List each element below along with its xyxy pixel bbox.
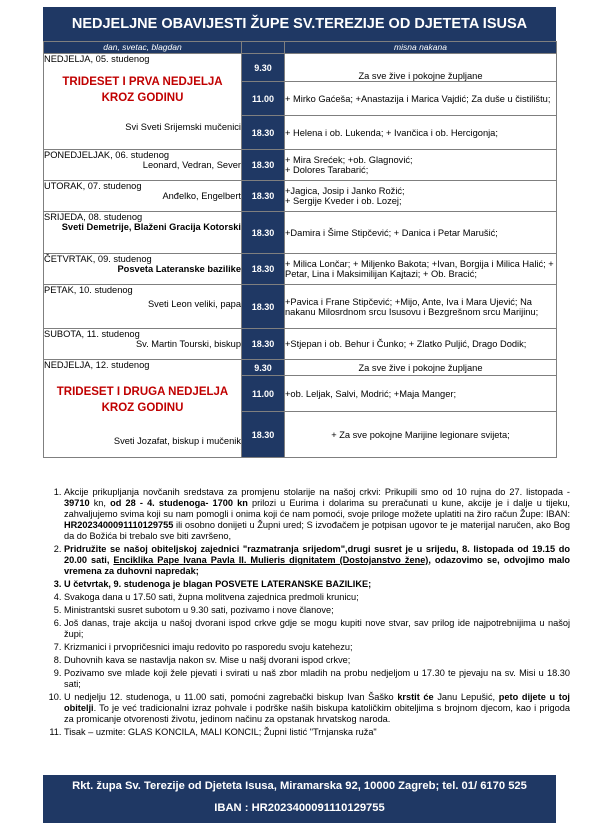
mass-intent: Za sve žive i pokojne župljane: [285, 54, 557, 82]
note-text: . To je već tradicionalni izraz pohvale i podrške naših biskupa katoličkim obiteljima s brojnom djecom, kao i prigoda za promicanje otvorenosti životu, jedinom načinu za opstanak hrvatskog naroda.: [64, 703, 570, 724]
day-name: SRIJEDA, 08. studenog: [44, 212, 143, 222]
schedule-table: [43, 41, 557, 458]
list-item: [64, 544, 570, 577]
list-item: 9. Pozivamo sve mlade koji žele pjevati i svirati u naš zbor mladih na probu nedjeljom u 17.30 te pjevaju na sv. Misi u 18.30 sati;: [64, 668, 570, 690]
note-text: ili osobno donijeti u Župni ured; S izvođačem je potpisan ugovor te je materijal naručen, ako Bog da do Božića bi trebalo sve biti završeno,: [64, 520, 570, 541]
note-text: peto dijete u toj obitelji: [64, 692, 570, 713]
note-iban: HR2023400091110129755: [64, 520, 174, 530]
mass-intent: [285, 150, 557, 181]
sunday-title: [44, 74, 241, 106]
note-text: krstit će: [397, 692, 434, 702]
day-cell: [44, 181, 242, 212]
mass-intent: Za sve žive i pokojne župljane: [285, 360, 557, 376]
list-item: 3. U četvrtak, 9. studenoga je blagan POSVETE LATERANSKE BAZILIKE;: [64, 579, 570, 590]
mass-intent: + Za sve pokojne Marijine legionare svijeta;: [285, 412, 557, 458]
day-cell: [44, 212, 242, 254]
footer: [43, 775, 556, 823]
note-amount: 39710: [64, 498, 90, 508]
mass-time: 18.30: [242, 150, 285, 181]
header-intent: misna nakana: [285, 42, 557, 54]
table-header: [44, 42, 557, 54]
table-row: [44, 150, 557, 181]
mass-intent: + Mirko Gaćeša; +Anastazija i Marica Vajdić; Za duše u čistilištu;: [285, 82, 557, 116]
header-time: [242, 42, 285, 54]
table-row: [44, 181, 557, 212]
list-item: [64, 487, 570, 542]
list-item: 6. Još danas, traje akcija u našoj dvorani ispod crkve gdje se mogu kupiti nove stvar, sav prilog ide najpotrebnijima u našoj župi;: [64, 618, 570, 640]
mass-time: 18.30: [242, 116, 285, 150]
saint-name: Svi Sveti Srijemski mučenici: [125, 122, 241, 132]
saint-name: Posveta Lateranske bazilike: [117, 264, 241, 274]
day-cell: [44, 254, 242, 285]
saint-name: Anđelko, Engelbert: [162, 191, 241, 201]
sunday-title: [44, 384, 241, 416]
mass-time: 18.30: [242, 329, 285, 360]
day-cell: [44, 150, 242, 181]
note-text: Pridružite se našoj obiteljskoj zajednici "razmatranja srijedom",drugi susret je u srijedu, 8. listopada od 19.15 do 20.00 sati,: [64, 544, 570, 565]
list-item: 5. Ministrantski susret subotom u 9.30 sati, pozivamo i nove članove;: [64, 605, 570, 616]
mass-intent-line: + Dolores Tarabarić;: [285, 165, 369, 175]
day-name: PONEDJELJAK, 06. studenog: [44, 150, 170, 160]
list-item: 4. Svakoga dana u 17.50 sati, župna molitvena zajednica predmoli krunicu;: [64, 592, 570, 603]
mass-intent: + Milica Lončar; + Miljenko Bakota; +Ivan, Borgija i Milica Halić; + Petar, Lina i Maksimilijan Kajtazi; + Ob. Bracić;: [285, 254, 557, 285]
saint-name: Sveti Leon veliki, papa: [147, 299, 241, 309]
table-row: [44, 285, 557, 329]
note-text: U nedjelju 12. studenoga, u 11.00 sati, pomoćni zagrebački biskup Ivan Šaško: [64, 692, 398, 702]
header-day: dan, svetac, blagdan: [44, 42, 242, 54]
list-item: 11. Tisak – uzmite: GLAS KONCILA, MALI KONCIL; Župni listić "Trnjanska ruža": [64, 727, 570, 738]
mass-time: 11.00: [242, 376, 285, 412]
list-item: 8. Duhovnih kava se nastavlja nakon sv. Mise u našj dvorani ispod crkve;: [64, 655, 570, 666]
saint-name: Sveti Jozafat, biskup i mučenik: [113, 436, 241, 446]
mass-intent: [285, 181, 557, 212]
sunday-title-line2: KROZ GODINU: [101, 402, 184, 414]
table-row: [44, 212, 557, 254]
mass-intent: +Pavica i Frane Stipčević; +Mijo, Ante, Iva i Mara Ujević; Na nakanu Milosrdnom srcu Isusovu i Bezgrešnom srcu Marijinu;: [285, 285, 557, 329]
mass-intent-line: + Mira Srećek; +ob. Glagnović;: [285, 155, 413, 165]
saint-name: Sv. Martin Tourski, biskup: [135, 339, 241, 349]
mass-time: 18.30: [242, 254, 285, 285]
mass-time: 11.00: [242, 82, 285, 116]
table-row: [44, 254, 557, 285]
sunday-title-line1: TRIDESET I DRUGA NEDJELJA: [56, 386, 229, 398]
day-name: PETAK, 10. studenog: [44, 285, 133, 295]
footer-address: Rkt. župa Sv. Terezije od Djeteta Isusa, Miramarska 92, 10000 Zagreb; tel. 01/ 6170 525: [72, 780, 527, 792]
sunday-title-line2: KROZ GODINU: [101, 92, 184, 104]
mass-time: 9.30: [242, 54, 285, 82]
saint-name: Sveti Demetrije, Blaženi Gracija Kotorski: [61, 222, 241, 232]
list-item: [64, 692, 570, 725]
day-cell: [44, 329, 242, 360]
day-name: NEDJELJA, 12. studenog: [44, 360, 150, 370]
mass-time: 18.30: [242, 412, 285, 458]
note-text: Janu Lepušić,: [433, 692, 499, 702]
note-text: , odazovimo se, odvojimo malo vremena za duhovni napredak;: [64, 555, 570, 576]
note-encyclical: Enciklika Pape Ivana Pavla II. Mulieris dignitatem (Dostojanstvo žene): [113, 555, 429, 565]
mass-time: 18.30: [242, 181, 285, 212]
table-row: [44, 54, 557, 82]
mass-intent: + Helena i ob. Lukenda; + Ivančica i ob. Hercigonja;: [285, 116, 557, 150]
note-text: Akcije prikupljanja novčanih sredstava za promjenu stolarije na našoj crkvi: Prikupili smo od 10 rujna do 27. listopada -: [64, 487, 570, 497]
note-text: prilozi u Eurima i dolarima su preračunati u kune, akcije je i dalje u tijeku, zahvaljujemo svima koji su nam pomogli i onima koji će nam pomoći, svoje priloge možete uplatiti na žiro račun Župe: IBAN:: [64, 498, 570, 519]
day-cell: [44, 360, 242, 458]
table-row: [44, 329, 557, 360]
mass-intent-line: +Jagica, Josip i Janko Rožić;: [285, 186, 405, 196]
sunday-title-line1: TRIDESET I PRVA NEDJELJA: [62, 76, 223, 88]
page-title: NEDJELJNE OBAVIJESTI ŽUPE SV.TEREZIJE OD DJETETA ISUSA: [43, 7, 556, 41]
mass-intent: +Damira i Šime Stipčević; + Danica i Petar Marušić;: [285, 212, 557, 254]
announcements: [50, 487, 570, 740]
mass-intent: +Stjepan i ob. Behur i Čunko; + Zlatko Puljić, Drago Dodik;: [285, 329, 557, 360]
day-name: UTORAK, 07. studenog: [44, 181, 142, 191]
note-amount: od 28 - 4. studenoga- 1700 kn: [110, 498, 248, 508]
day-name: SUBOTA, 11. studenog: [44, 329, 140, 339]
day-cell: [44, 285, 242, 329]
mass-time: 18.30: [242, 212, 285, 254]
day-cell: [44, 54, 242, 150]
note-text: kn,: [89, 498, 111, 508]
table-row: [44, 360, 557, 376]
bulletin: [43, 7, 556, 458]
saint-name: Leonard, Vedran, Sever: [142, 160, 241, 170]
mass-time: 18.30: [242, 285, 285, 329]
day-name: NEDJELJA, 05. studenog: [44, 54, 150, 64]
footer-iban: IBAN : HR2023400091110129755: [214, 802, 385, 814]
mass-intent-line: + Sergije Kveder i ob. Lozej;: [285, 196, 402, 206]
day-name: ČETVRTAK, 09. studenog: [44, 254, 152, 264]
list-item: 7. Krizmanici i prvopričesnici imaju redovito po rasporedu svoju katehezu;: [64, 642, 570, 653]
mass-intent: +ob. Leljak, Salvi, Modrić; +Maja Manger;: [285, 376, 557, 412]
mass-time: 9.30: [242, 360, 285, 376]
announcement-list: [50, 487, 570, 738]
